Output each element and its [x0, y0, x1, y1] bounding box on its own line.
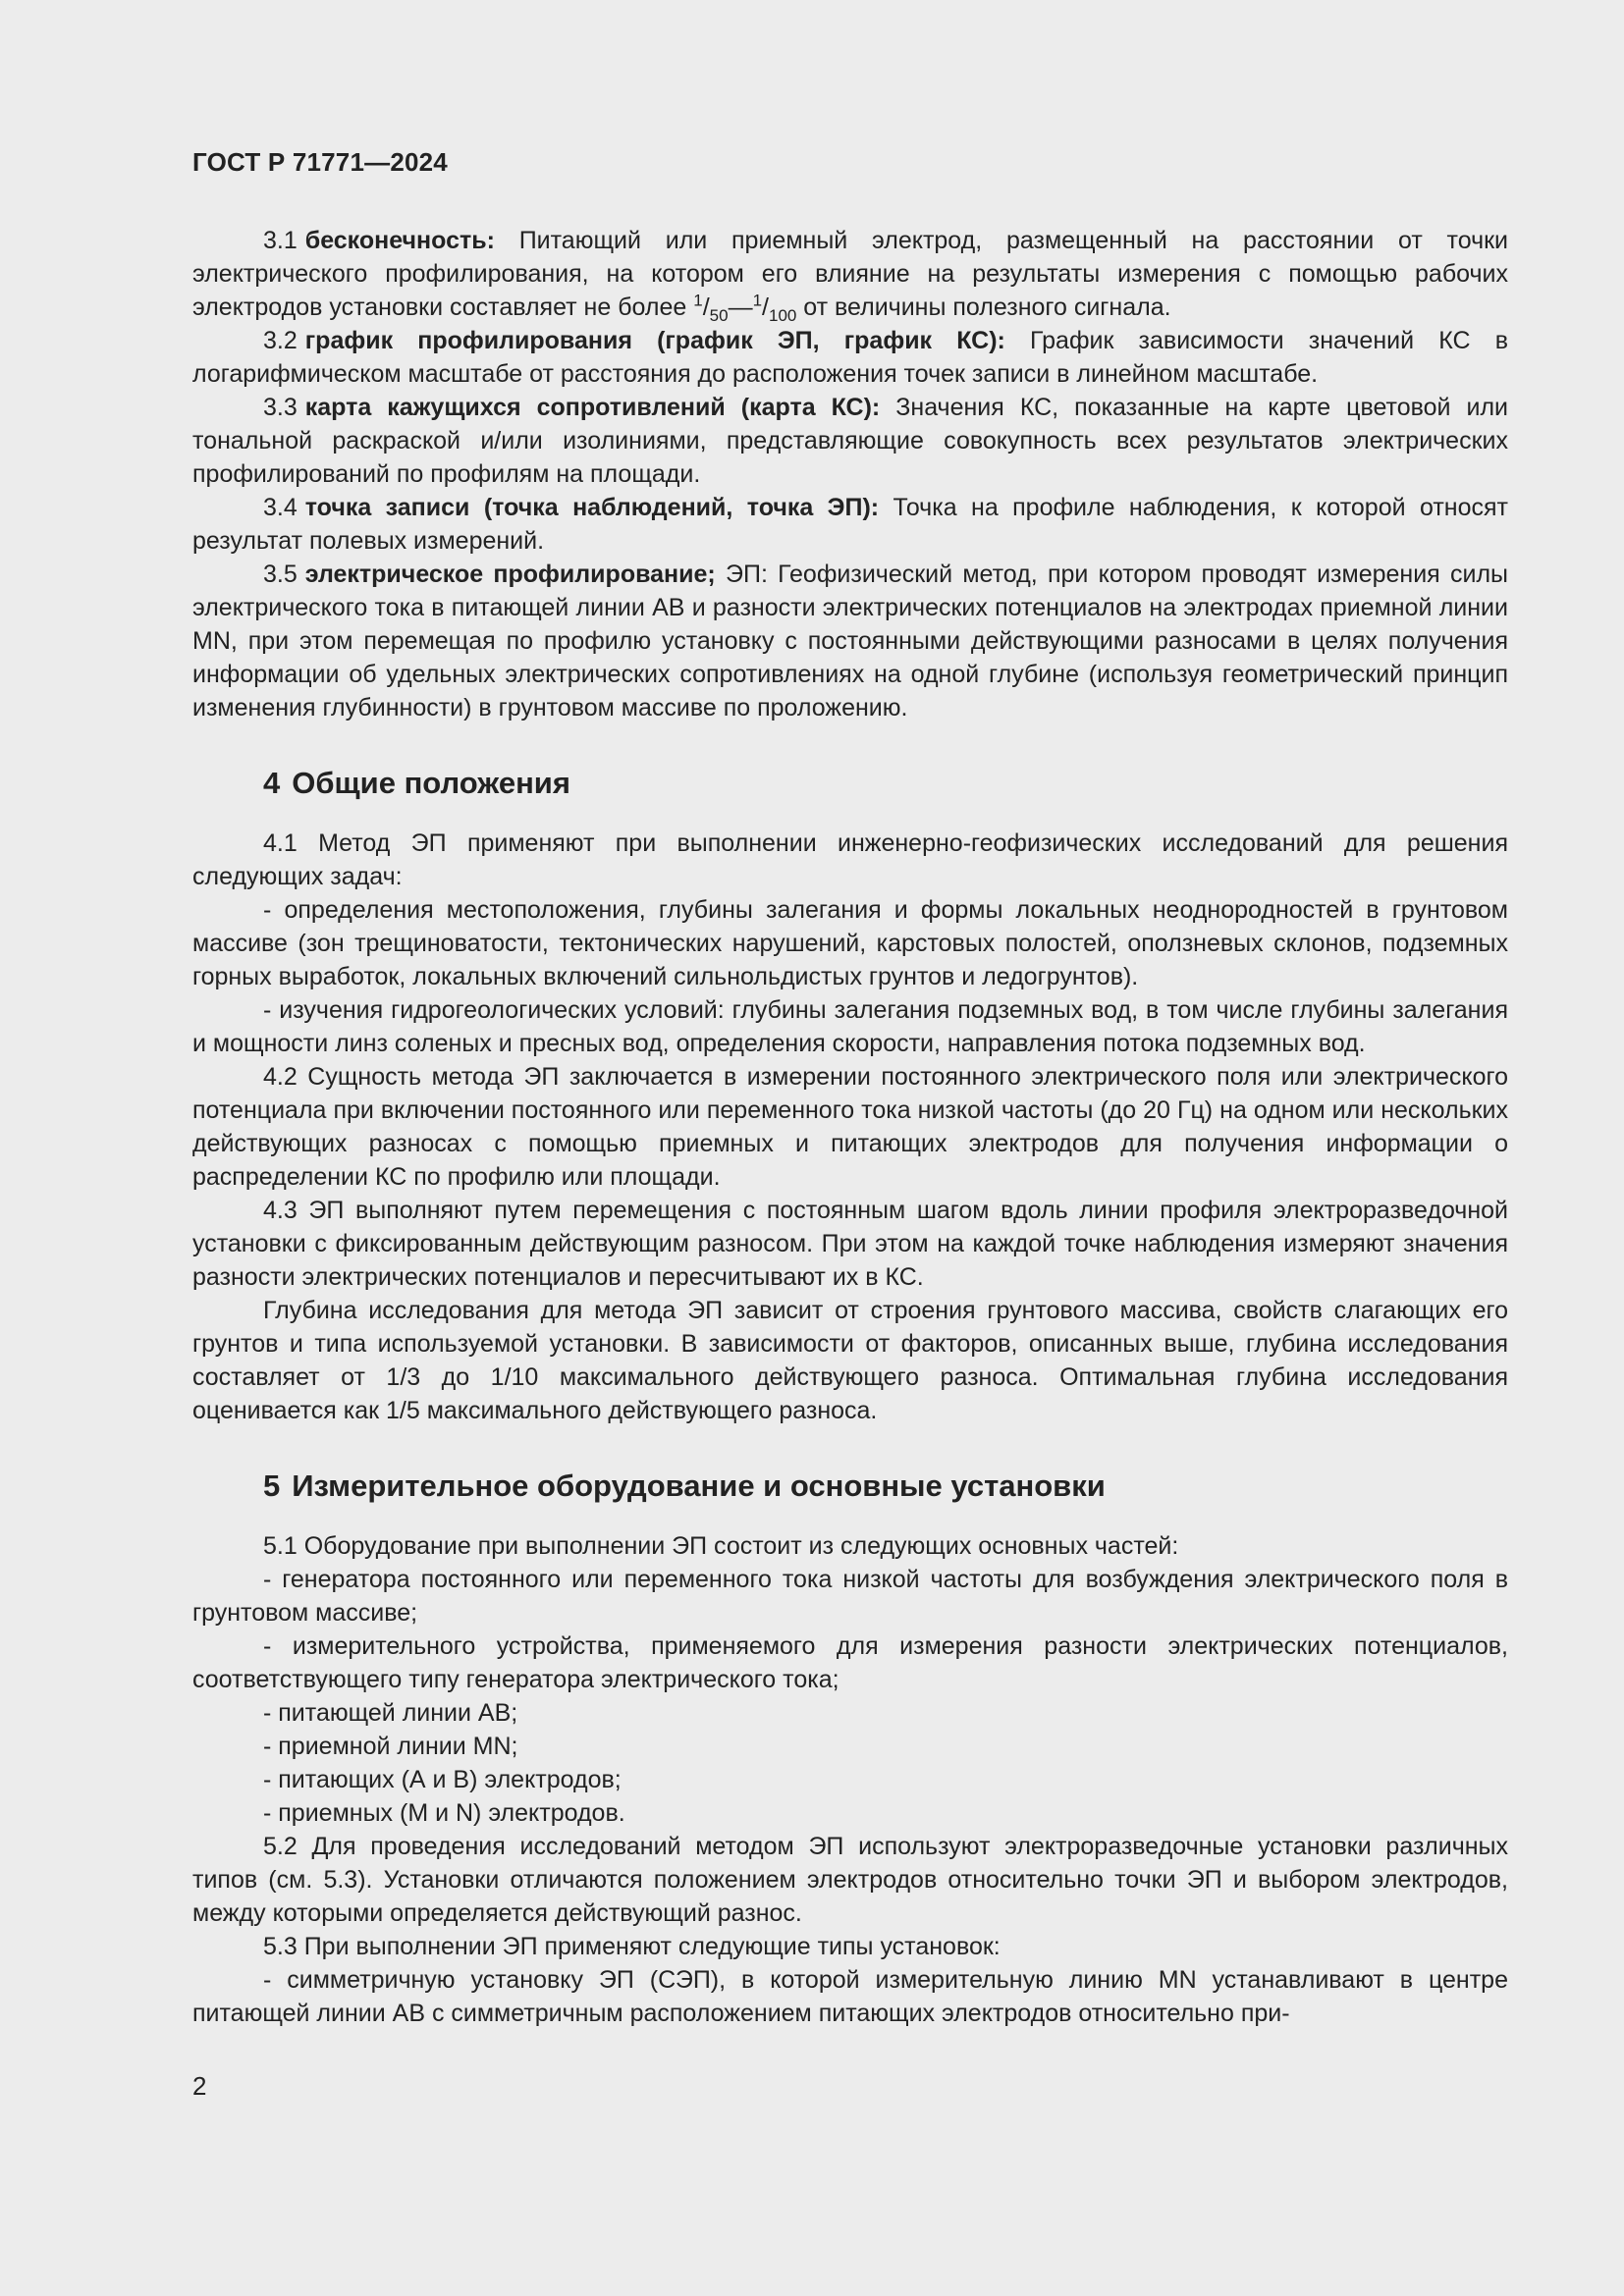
document-header: ГОСТ Р 71771—2024	[192, 147, 448, 177]
definition-text-end: от величины полезного сигнала.	[796, 294, 1171, 321]
page-number: 2	[192, 2071, 207, 2101]
list-item: - приемных (М и N) электродов.	[263, 1799, 625, 1827]
paragraph-5-1: 5.1 Оборудование при выполнении ЭП состоит из следующих основных частей:	[263, 1532, 1179, 1560]
definition-number: 3.1	[263, 227, 298, 254]
section-number: 4	[263, 766, 281, 800]
paragraph-4-2: 4.2 Сущность метода ЭП заключается в измерении постоянного электрического поля или электрического потенциала при включении постоянного или переменного тока низкой частоты (до 20 Гц) на одном или нескольких действующих разносах с помощью приемных и питающих электродов для получения информации о распределении КС по профилю или площади.	[192, 1063, 1508, 1191]
list-item: - генератора постоянного или переменного тока низкой частоты для возбуждения электрического поля в грунтовом массиве;	[192, 1566, 1508, 1627]
section-heading-4	[263, 764, 1508, 803]
definition-3-4	[192, 491, 1508, 558]
definition-term: график профилирования (график ЭП, график КС):	[304, 327, 1005, 354]
paragraph-4-3: 4.3 ЭП выполняют путем перемещения с постоянным шагом вдоль линии профиля электроразведочной установки с фиксированным действующим разносом. При этом на каждой точке наблюдения измеряют значения разности электрических потенциалов и пересчитывают их в КС.	[192, 1197, 1508, 1291]
list-item: - приемной линии MN;	[263, 1733, 518, 1760]
list-item: - симметричную установку ЭП (СЭП), в которой измерительную линию MN устанавливают в центре питающей линии АВ с симметричным расположением питающих электродов относительно при-	[192, 1966, 1508, 2027]
fraction-dash: —	[728, 294, 753, 321]
definition-text: Точка на профиле наблюдения, к которой относят результат полевых измерений.	[192, 494, 1508, 555]
definition-number: 3.3	[263, 394, 298, 421]
definition-text: Значения КС, показанные на карте цветовой или тональной раскраской и/или изолиниями, представляющие совокупность всех результатов электрических профилирований по профилям на площади.	[192, 394, 1509, 488]
definition-term: электрическое профилирование;	[304, 561, 716, 588]
section-heading-5	[263, 1467, 1508, 1506]
definition-number: 3.4	[263, 494, 298, 521]
definition-3-1	[192, 224, 1508, 324]
definition-term: бесконечность:	[304, 227, 495, 254]
section-number: 5	[263, 1468, 281, 1503]
definition-number: 3.2	[263, 327, 298, 354]
definition-text: Питающий или приемный электрод, размещенный на расстоянии от точки электрического профилирования, на котором его влияние на результаты измерения с помощью рабочих электродов установки составляет не более	[192, 227, 1508, 321]
section-title: Общие положения	[292, 766, 570, 800]
list-item: - определения местоположения, глубины залегания и формы локальных неоднородностей в грунтовом массиве (зон трещиноватости, тектонических нарушений, карстовых полостей, оползневых склонов, подземных горных выработок, локальных включений сильнольдистых грунтов и ледогрунтов).	[192, 896, 1508, 990]
definition-3-3	[192, 391, 1508, 491]
definition-3-5	[192, 558, 1508, 724]
paragraph-4-1: 4.1 Метод ЭП применяют при выполнении инженерно-геофизических исследований для решения следующих задач:	[192, 829, 1508, 890]
definition-term: карта кажущихся сопротивлений (карта КС):	[304, 394, 881, 421]
definition-number: 3.5	[263, 561, 298, 588]
list-item: - питающей линии АВ;	[263, 1699, 518, 1727]
definition-term: точка записи (точка наблюдений, точка ЭП):	[304, 494, 880, 521]
section-title: Измерительное оборудование и основные установки	[292, 1468, 1106, 1503]
definition-3-2	[192, 324, 1508, 391]
list-item: - изучения гидрогеологических условий: глубины залегания подземных вод, в том числе глубины залегания и мощности линз соленых и пресных вод, определения скорости, направления потока подземных вод.	[192, 996, 1508, 1057]
paragraph-5-3: 5.3 При выполнении ЭП применяют следующие типы установок:	[263, 1933, 1001, 1960]
document-body	[192, 224, 1508, 2030]
fraction-1-100: $^1/_{100}$	[752, 291, 797, 325]
paragraph-5-2: 5.2 Для проведения исследований методом ЭП используют электроразведочные установки различных типов (см. 5.3). Установки отличаются положением электродов относительно точки ЭП и выбором электродов, между которыми определяется действующий разнос.	[192, 1833, 1508, 1927]
fraction-1-50: $^1/_{50}$	[693, 291, 729, 325]
list-item: - измерительного устройства, применяемого для измерения разности электрических потенциалов, соответствующего типу генератора электрического тока;	[192, 1632, 1508, 1693]
paragraph-depth: Глубина исследования для метода ЭП зависит от строения грунтового массива, свойств слагающих его грунтов и типа используемой установки. В зависимости от факторов, описанных выше, глубина исследования составляет от 1/3 до 1/10 максимального действующего разноса. Оптимальная глубина исследования оценивается как 1/5 максимального действующего разноса.	[192, 1297, 1508, 1424]
definition-text: График зависимости значений КС в логарифмическом масштабе от расстояния до расположения точек записи в линейном масштабе.	[192, 327, 1508, 388]
definition-text: ЭП: Геофизический метод, при котором проводят измерения силы электрического тока в питающей линии АВ и разности электрических потенциалов на электродах приемной линии MN, при этом перемещая по профилю установку с постоянными действующими разносами в целях получения информации об удельных электрических сопротивлениях на одной глубине (используя геометрический принцип изменения глубинности) в грунтовом массиве по проложению.	[192, 561, 1508, 721]
list-item: - питающих (А и В) электродов;	[263, 1766, 622, 1793]
